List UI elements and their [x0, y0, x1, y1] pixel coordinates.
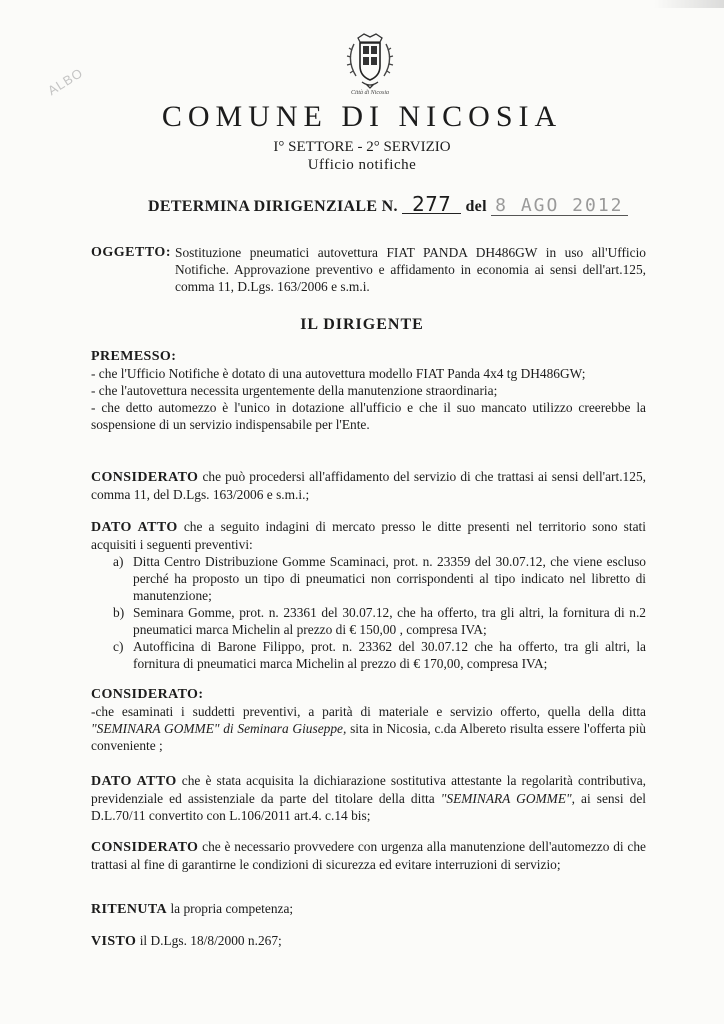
dato-atto-text: che a seguito indagini di mercato presso le ditte presenti nel territorio sono stati acquisiti i seguenti preventivi: — [91, 519, 646, 552]
oggetto-text: Sostituzione pneumatici autovettura FIAT PANDA DH486GW in uso all'Ufficio Notifiche. Approvazione preventivo e affidamento in economia ai sensi dell'art.125, comma 11, D.Lgs. 163/2006 e s.m.i. — [175, 245, 646, 294]
item-text: Autofficina di Barone Filippo, prot. n. 23362 del 30.07.12 che ha offerto, tra gli altri, la fornitura di pneumatici marca Michelin al prezzo di € 170,00, compresa IVA; — [133, 639, 646, 671]
considerato-section-2 — [91, 686, 646, 754]
item-marker: b) — [113, 605, 125, 620]
premesso-item: - che detto automezzo è l'unico in dotazione all'ufficio e che il suo mancato utilizzo creerebbe la sospensione di un servizio indispensabile per l'Ente. — [91, 400, 646, 432]
premesso-item: - che l'autovettura necessita urgentemente della manutenzione straordinaria; — [91, 383, 498, 398]
item-text: Seminara Gomme, prot. n. 23361 del 30.07.12, che ha offerto, tra gli altri, la fornitura di n.2 pneumatici marca Michelin al prezzo di € 150,00 , compresa IVA; — [133, 605, 646, 637]
premesso-item: - che l'Ufficio Notifiche è dotato di una autovettura modello FIAT Panda 4x4 tg DH486GW; — [91, 366, 586, 381]
dato-atto-section-1 — [91, 518, 646, 672]
preventivo-item-c — [91, 638, 646, 672]
dato-atto-text: che è stata acquisita la dichiarazione sostitutiva attestante la regolarità contributiva, previdenziale ed assistenziale da parte del titolare della ditta — [91, 773, 646, 806]
considerato-section-3 — [91, 838, 646, 873]
coat-of-arms-icon — [338, 30, 402, 96]
determina-date-stamp: 8 AGO 2012 — [491, 197, 627, 216]
considerato-text: che è necessario provvedere con urgenza alla manutenzione dell'automezzo di che trattasi al fine di garantirne le condizioni di sicurezza ed evitare interruzioni di servizio; — [91, 839, 646, 872]
visto-text: il D.Lgs. 18/8/2000 n.267; — [139, 933, 282, 948]
determina-number: 277 — [402, 195, 461, 214]
il-dirigente-heading: IL DIRIGENTE — [300, 316, 424, 333]
oggetto-section — [91, 244, 646, 295]
visto-section — [91, 932, 646, 950]
considerato-text: che può procedersi all'affidamento del servizio di che trattasi ai sensi dell'art.125, comma 11, del D.Lgs. 163/2006 e s.m.i.; — [91, 469, 646, 502]
ditta-name: "SEMINARA GOMME" di Seminara Giuseppe, — [91, 721, 347, 736]
comune-title: COMUNE DI NICOSIA — [161, 100, 563, 133]
considerato-text: sita in Nicosia, c.da Albereto risulta essere l'offerta più conveniente ; — [91, 721, 646, 753]
ritenuta-label: RITENUTA — [91, 902, 168, 917]
determina-line — [148, 192, 628, 216]
item-text: Ditta Centro Distribuzione Gomme Scaminaci, prot. n. 23359 del 30.07.12, che viene escluso perché ha proposto un tipo di pneumatici non corrispondenti al tipo indicato nel libretto di manutenzione; — [133, 554, 646, 603]
item-marker: a) — [113, 554, 124, 569]
considerato-label: CONSIDERATO — [91, 840, 199, 855]
preventivo-item-a — [91, 553, 646, 604]
settore-subtitle: I° SETTORE - 2° SERVIZIO — [273, 139, 451, 155]
dato-atto-label: DATO ATTO — [91, 774, 177, 789]
dato-atto-section-2 — [91, 772, 646, 824]
premesso-section — [91, 348, 646, 433]
preventivo-item-b — [91, 604, 646, 638]
dato-atto-label: DATO ATTO — [91, 520, 178, 535]
premesso-label: PREMESSO: — [91, 349, 177, 364]
crest-caption: Città di Nicosia — [350, 90, 389, 96]
dato-atto-text: , ai sensi del D.L.70/11 convertito con L.106/2011 art.4. c.14 bis; — [91, 791, 646, 823]
ritenuta-text: la propria competenza; — [170, 901, 294, 916]
determina-label: DETERMINA DIRIGENZIALE N. — [148, 198, 398, 215]
scan-edge — [654, 0, 724, 8]
considerato-section-1 — [91, 468, 646, 503]
ritenuta-section — [91, 900, 646, 918]
item-marker: c) — [113, 639, 124, 654]
considerato-text: -che esaminati i suddetti preventivi, a parità di materiale e servizio offerto, quella della ditta — [91, 704, 646, 719]
determina-del: del — [465, 198, 487, 215]
visto-label: VISTO — [91, 934, 137, 949]
considerato-label: CONSIDERATO — [91, 470, 199, 485]
ufficio-subtitle: Ufficio notifiche — [307, 157, 417, 173]
oggetto-label: OGGETTO: — [91, 245, 171, 260]
considerato-label: CONSIDERATO: — [91, 687, 204, 702]
ditta-name: "SEMINARA GOMME" — [440, 791, 572, 806]
albo-watermark: ALBO — [44, 64, 86, 99]
